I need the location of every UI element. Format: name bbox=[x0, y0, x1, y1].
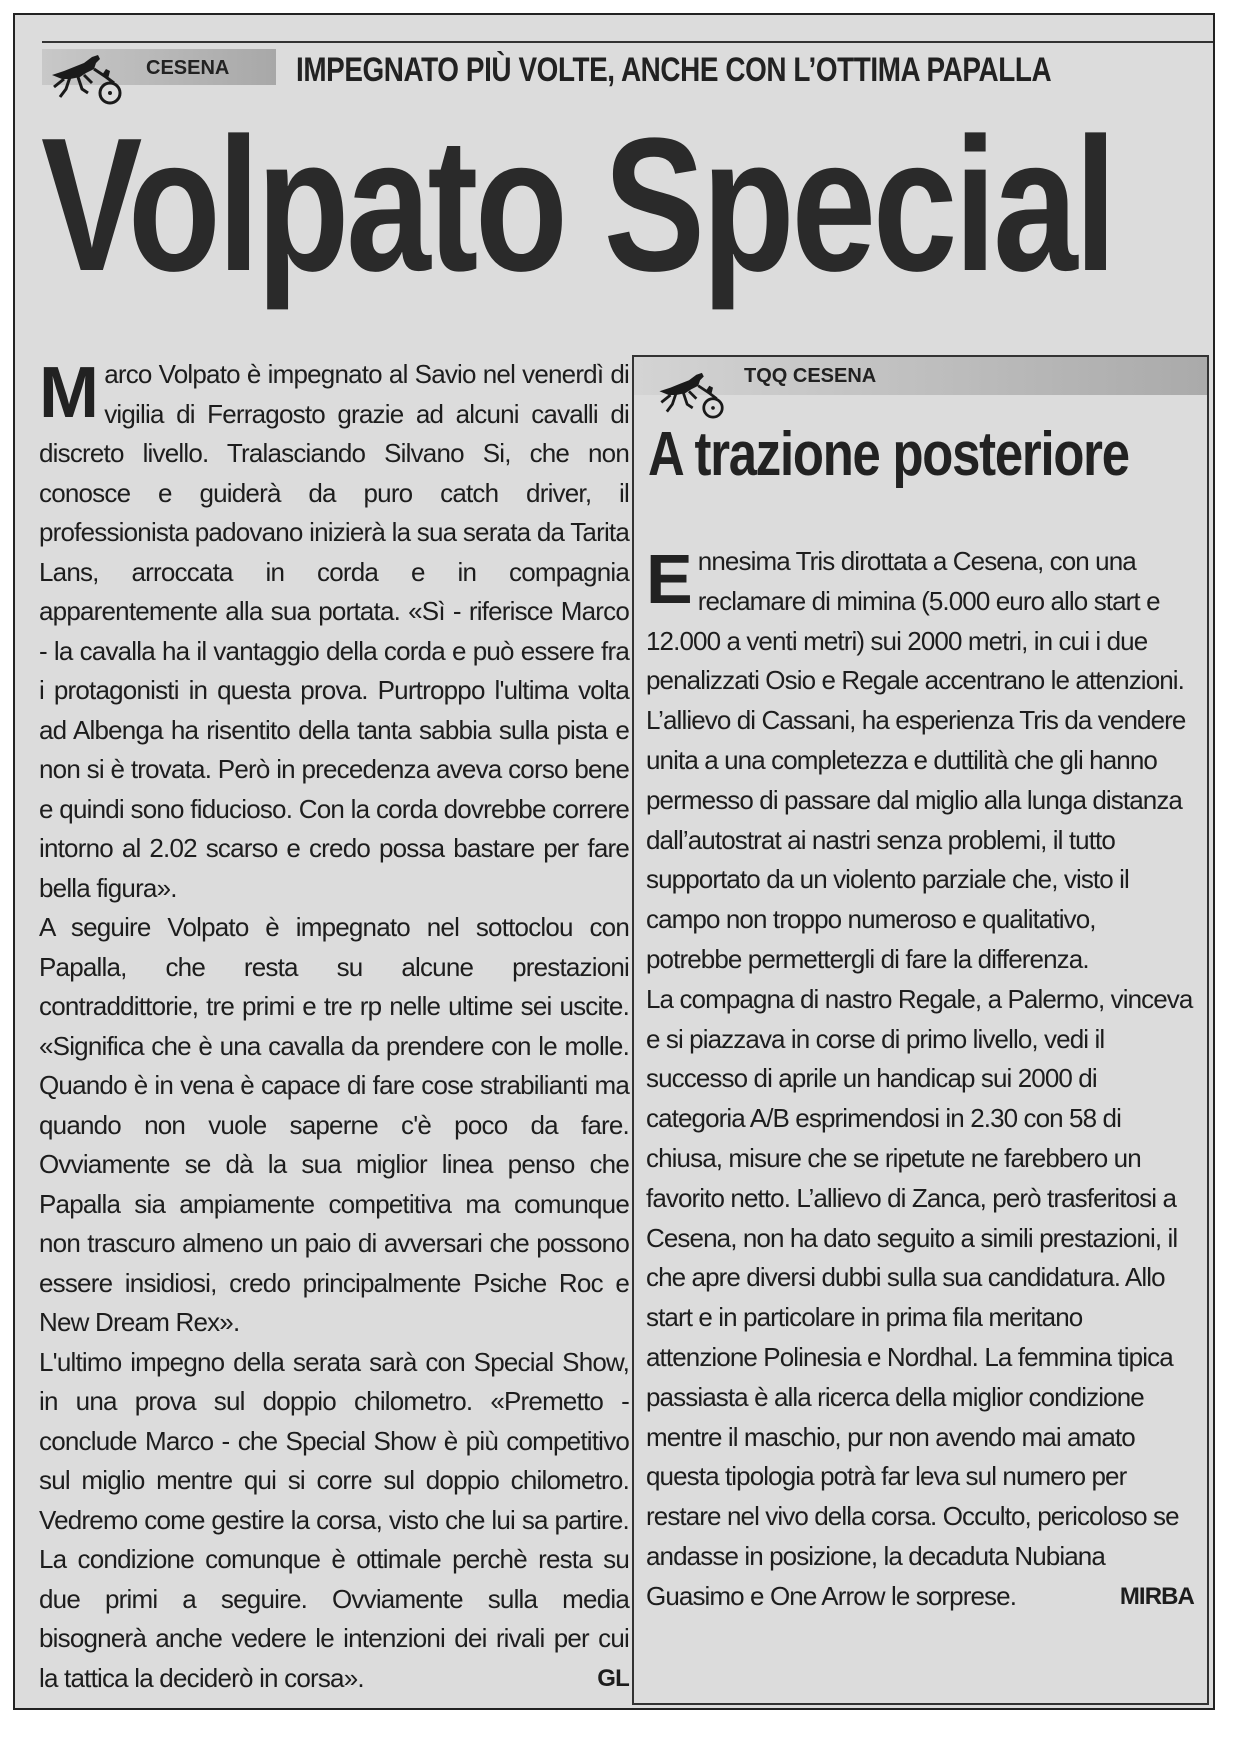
section-label: CESENA bbox=[146, 57, 230, 79]
trotting-horse-sulky-icon bbox=[44, 53, 124, 105]
sidebar-box bbox=[632, 355, 1209, 1705]
dropcap: M bbox=[39, 353, 99, 433]
main-article bbox=[39, 355, 629, 1698]
main-headline: Volpato Special bbox=[41, 99, 1114, 311]
article-body bbox=[39, 355, 629, 1698]
sidebar-article bbox=[646, 542, 1194, 1617]
sidebar-title: A trazione posteriore bbox=[648, 420, 1129, 489]
sidebar-paragraph-2: La compagna di nastro Regale, a Palermo, vinceva e si piazzava in corse di primo livello, vedi il successo di aprile un handicap sui 2000 di categoria A/B esprimendosi in 2.30 con 58 di chiusa, misure che se ripetute ne farebbero un favorito netto. L’allievo di Zanca, però trasferitosi a Cesena, non ha dato seguito a simili prestazioni, il che apre diversi dubbi sulla sua candidatura. Allo start e in particolare in prima fila meritano attenzione Polinesia e Nordhal. La femmina tipica passiasta è alla ricerca della miglior condizione mentre il maschio, pur non avendo mai amato questa tipologia potrà far leva sul numero per restare nel vivo della corsa. Occulto, pericoloso se andasse in posizione, la decaduta Nubiana Guasimo e One Arrow le sorprese. MIRBA bbox=[646, 980, 1194, 1617]
sidebar-label: TQQ CESENA bbox=[744, 365, 877, 387]
header-band bbox=[42, 41, 1215, 87]
article-paragraph-2: A seguire Volpato è impegnato nel sottoclou con Papalla, che resta su alcune prestazioni contraddittorie, tre primi e tre rp nelle ultime sei uscite. «Significa che è una cavalla da prendere con le molle. Quando è in vena è capace di fare cose strabilianti ma quando non vuole saperne c'è poco da fare. Ovviamente se dà la sua miglior linea penso che Papalla sia ampiamente competitiva ma comunque non trascuro almeno un paio di avversari che possono essere insidiosi, credo principalmente Psiche Roc e New Dream Rex». bbox=[39, 912, 629, 1337]
dropcap: E bbox=[646, 540, 692, 618]
sidebar-signature: MIRBA bbox=[1119, 1582, 1194, 1610]
header-rule bbox=[42, 41, 1215, 43]
article-paragraph-1: Marco Volpato è impegnato al Savio nel venerdì di vigilia di Ferragosto grazie ad alcuni cavalli di discreto livello. Tralasciando Silvano Si, che non conosce e guiderà da puro catch driver, il professionista padovano inizierà la sua serata da Tarita Lans, arroccata in corda e in compagnia apparentemente alla sua portata. «Sì - riferisce Marco - la cavalla ha il vantaggio della corda e può essere fra i protagonisti in questa prova. Purtroppo l'ultima volta ad Albenga ha risentito della tanta sabbia sulla pista e non si è trovata. Però in precedenza aveva corso bene e quindi sono fiducioso. Con la corda dovrebbe correre intorno al 2.02 scarso e credo possa bastare per fare bella figura». bbox=[39, 353, 629, 903]
trotting-horse-sulky-icon bbox=[652, 371, 726, 419]
sidebar-paragraph-1: Ennesima Tris dirottata a Cesena, con una reclamare di mimina (5.000 euro allo start e 12.000 a venti metri) sui 2000 metri, in cui i due penalizzati Osio e Regale accentrano le attenzioni. L’allievo di Cassani, ha esperienza Tris da vendere unita a una completezza e duttilità che gli hanno permesso di passare dal miglio alla lunga distanza dall’autostrat ai nastri senza problemi, il tutto supportato da un violento parziale che, visto il campo non troppo numeroso e qualitativo, potrebbe permettergli di fare la differenza. bbox=[646, 540, 1186, 974]
sidebar-body bbox=[646, 542, 1194, 1617]
kicker-subheadline: IMPEGNATO PIÙ VOLTE, ANCHE CON L’OTTIMA PAPALLA bbox=[296, 51, 1052, 89]
article-signature: GL bbox=[597, 1664, 629, 1692]
article-paragraph-3: L'ultimo impegno della serata sarà con Special Show, in una prova sul doppio chilometro. «Premetto - conclude Marco - che Special Show è più competitivo sul miglio mentre qui si corre sul doppio chilometro. Vedremo come gestire la corsa, visto che lui sa partire. La condizione comunque è ottimale perchè resta su due primi a seguire. Ovviamente sulla media bisognerà anche vedere le intenzioni dei rivali per cui la tattica la deciderò in corsa». GL bbox=[39, 1343, 629, 1699]
newspaper-clipping bbox=[13, 13, 1215, 1710]
